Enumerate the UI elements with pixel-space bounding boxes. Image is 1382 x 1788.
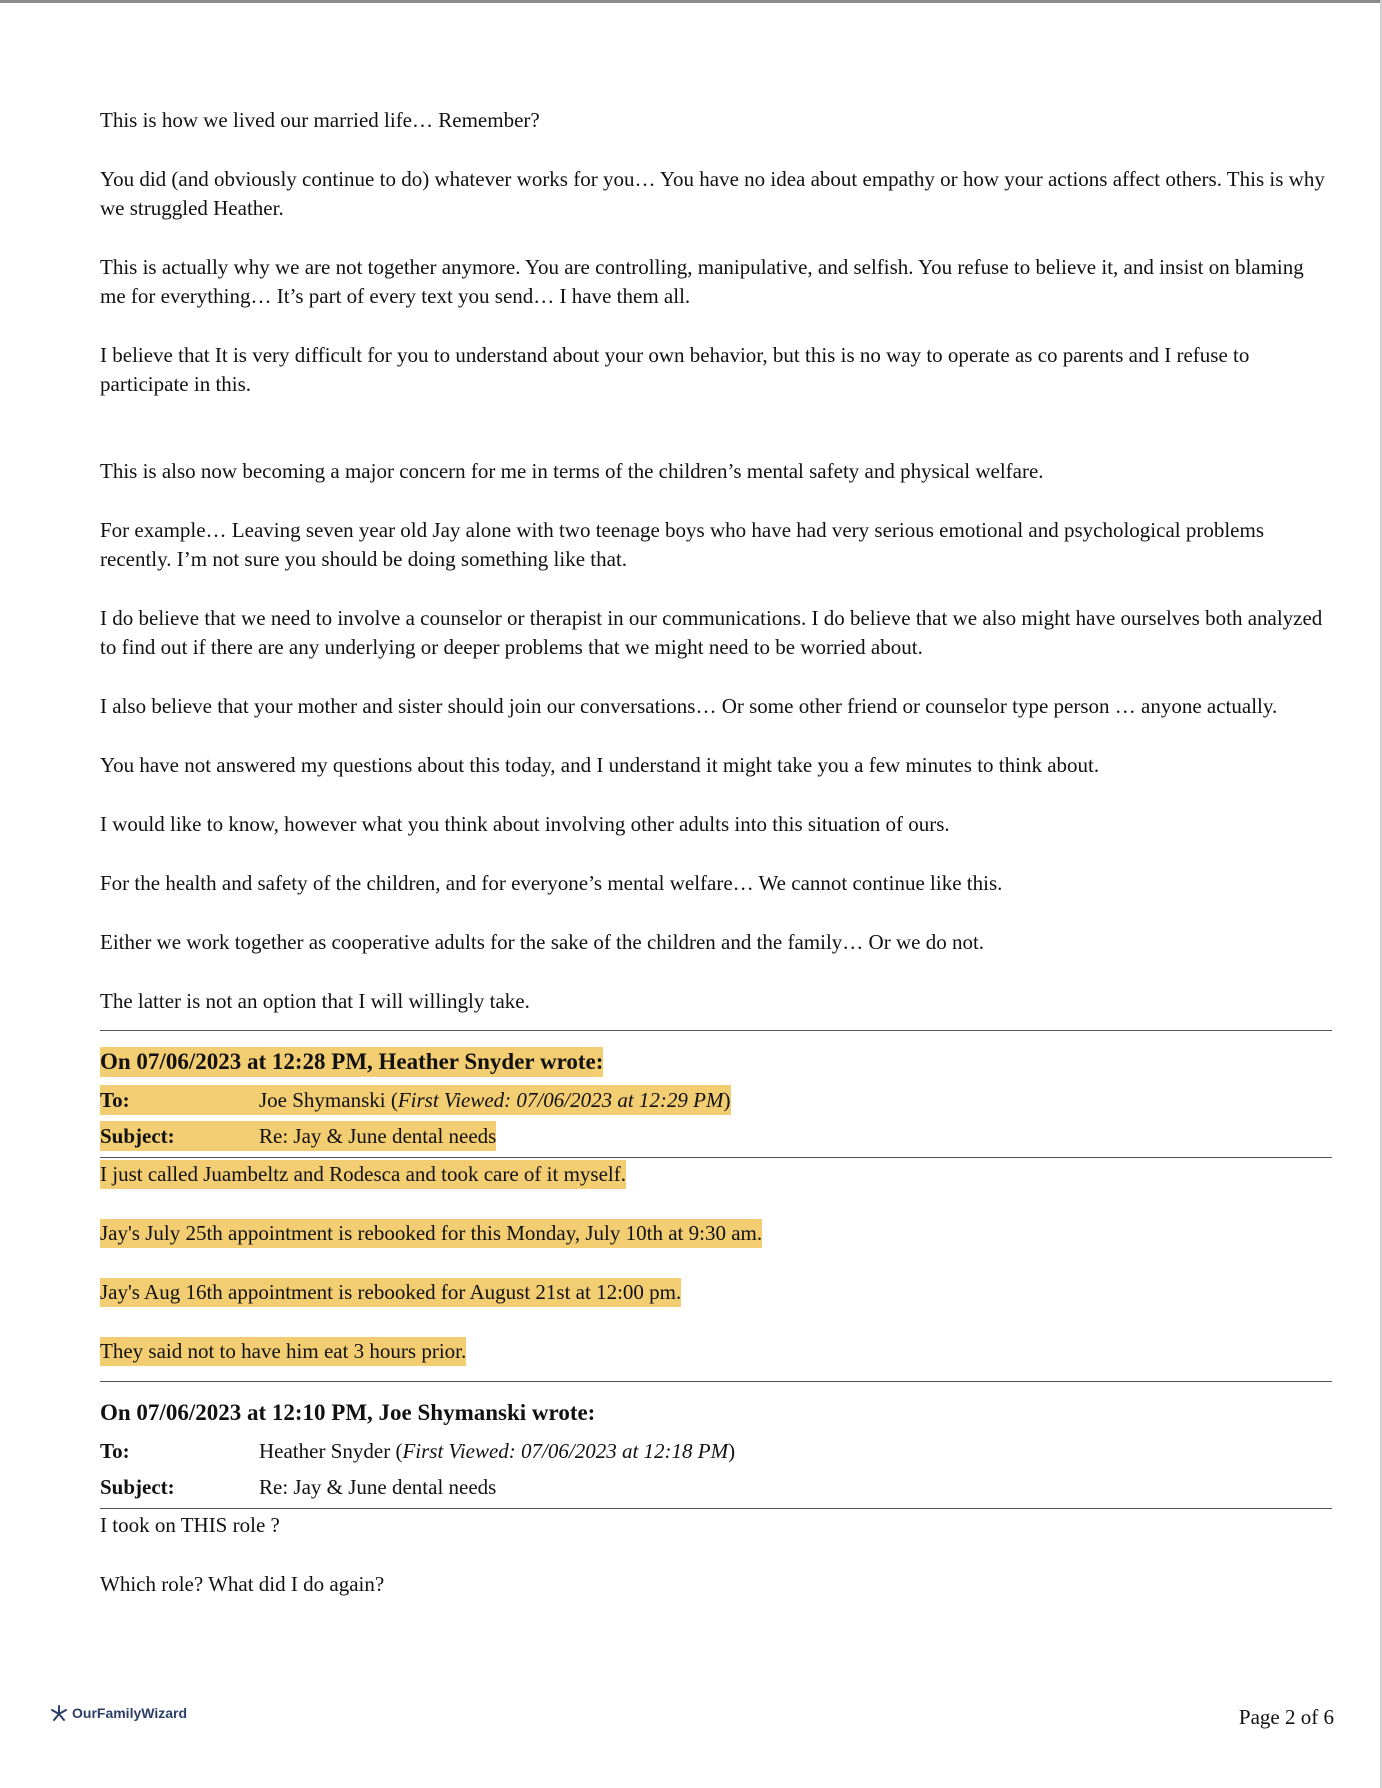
body-paragraph: For the health and safety of the children, and for everyone’s mental welfare… We cannot continue like this.	[100, 871, 1003, 895]
message-2	[100, 1398, 1332, 1599]
to-value: Heather Snyder (First Viewed: 07/06/2023 at 12:18 PM)	[259, 1439, 736, 1463]
body-paragraph: You have not answered my questions about this today, and I understand it might take you a few minutes to think about.	[100, 753, 1100, 777]
subject-label: Subject:	[100, 1475, 175, 1499]
logo-text: OurFamilyWizard	[72, 1705, 188, 1721]
recipient-name: Heather Snyder	[259, 1439, 391, 1463]
message-divider	[100, 1381, 1332, 1382]
body-paragraph: This is actually why we are not together anymore. You are controlling, manipulative, and selfish. You refuse to believe it, and insist on blaming me for everything… It’s part of every text you send… I have them all.	[100, 255, 1304, 308]
to-label: To:	[100, 1439, 130, 1463]
message-2-header-divider	[100, 1508, 1332, 1509]
body-paragraph: I would like to know, however what you think about involving other adults into this situation of ours.	[100, 812, 950, 836]
body-paragraph: For example… Leaving seven year old Jay alone with two teenage boys who have had very serious emotional and psychological problems recently. I’m not sure you should be doing something like that.	[100, 518, 1265, 571]
subject-value: Re: Jay & June dental needs	[259, 1124, 497, 1148]
body-paragraph: The latter is not an option that I will willingly take.	[100, 989, 530, 1013]
page-number: Page 2 of 6	[1238, 1705, 1334, 1729]
message-2-line: I took on THIS role ?	[100, 1513, 280, 1537]
message-2-body	[100, 1511, 1332, 1599]
page-top-border	[0, 0, 1382, 3]
message-1-subject-row	[100, 1121, 1332, 1151]
body-paragraph: I also believe that your mother and sister should join our conversations… Or some other friend or counselor type person … anyone actually.	[100, 694, 1278, 718]
body-paragraph: Either we work together as cooperative adults for the sake of the children and the family… Or we do not.	[100, 930, 985, 954]
message-1-line: Jay's Aug 16th appointment is rebooked for August 21st at 12:00 pm.	[100, 1278, 1332, 1307]
to-label: To:	[100, 1088, 130, 1112]
message-1-body	[100, 1160, 1332, 1366]
message-divider	[100, 1030, 1332, 1031]
body-paragraph: I believe that It is very difficult for you to understand about your own behavior, but this is no way to operate as co parents and I refuse to participate in this.	[100, 343, 1250, 396]
first-viewed: First Viewed: 07/06/2023 at 12:18 PM	[402, 1439, 729, 1463]
message-2-line: Which role? What did I do again?	[100, 1572, 385, 1596]
body-paragraph: You did (and obviously continue to do) whatever works for you… You have no idea about empathy or how your actions affect others. This is why we struggled Heather.	[100, 167, 1325, 220]
body-paragraph: This is how we lived our married life… Remember?	[100, 108, 540, 132]
message-1-header: On 07/06/2023 at 12:28 PM, Heather Snyder wrote:	[100, 1047, 1332, 1077]
body-paragraph: This is also now becoming a major concern for me in terms of the children’s mental safety and physical welfare.	[100, 459, 1044, 483]
message-2-subject-row	[100, 1472, 1332, 1502]
recipient-name: Joe Shymanski	[259, 1088, 386, 1112]
message-1-to-row	[100, 1085, 1332, 1115]
first-viewed: First Viewed: 07/06/2023 at 12:29 PM	[397, 1088, 724, 1112]
subject-label: Subject:	[100, 1124, 175, 1148]
message-2-to-row	[100, 1436, 1332, 1466]
subject-value: Re: Jay & June dental needs	[259, 1475, 497, 1499]
ourfamilywizard-logo	[50, 1705, 187, 1721]
body-paragraph: I do believe that we need to involve a counselor or therapist in our communications. I do believe that we also might have ourselves both analyzed to find out if there are any underlying or deeper problems that we might need to be worried about.	[100, 606, 1323, 659]
message-1-line: They said not to have him eat 3 hours prior.	[100, 1337, 1332, 1366]
message-1-line: I just called Juambeltz and Rodesca and took care of it myself.	[100, 1160, 1332, 1189]
message-2-header: On 07/06/2023 at 12:10 PM, Joe Shymanski wrote:	[100, 1400, 596, 1425]
message-1-header-divider	[100, 1157, 1332, 1158]
to-value: Joe Shymanski (First Viewed: 07/06/2023 at 12:29 PM)	[259, 1088, 731, 1112]
message-1	[100, 1047, 1332, 1366]
page-content	[100, 106, 1332, 1629]
ofw-star-icon	[50, 1705, 68, 1721]
message-1-line: Jay's July 25th appointment is rebooked for this Monday, July 10th at 9:30 am.	[100, 1219, 1332, 1248]
